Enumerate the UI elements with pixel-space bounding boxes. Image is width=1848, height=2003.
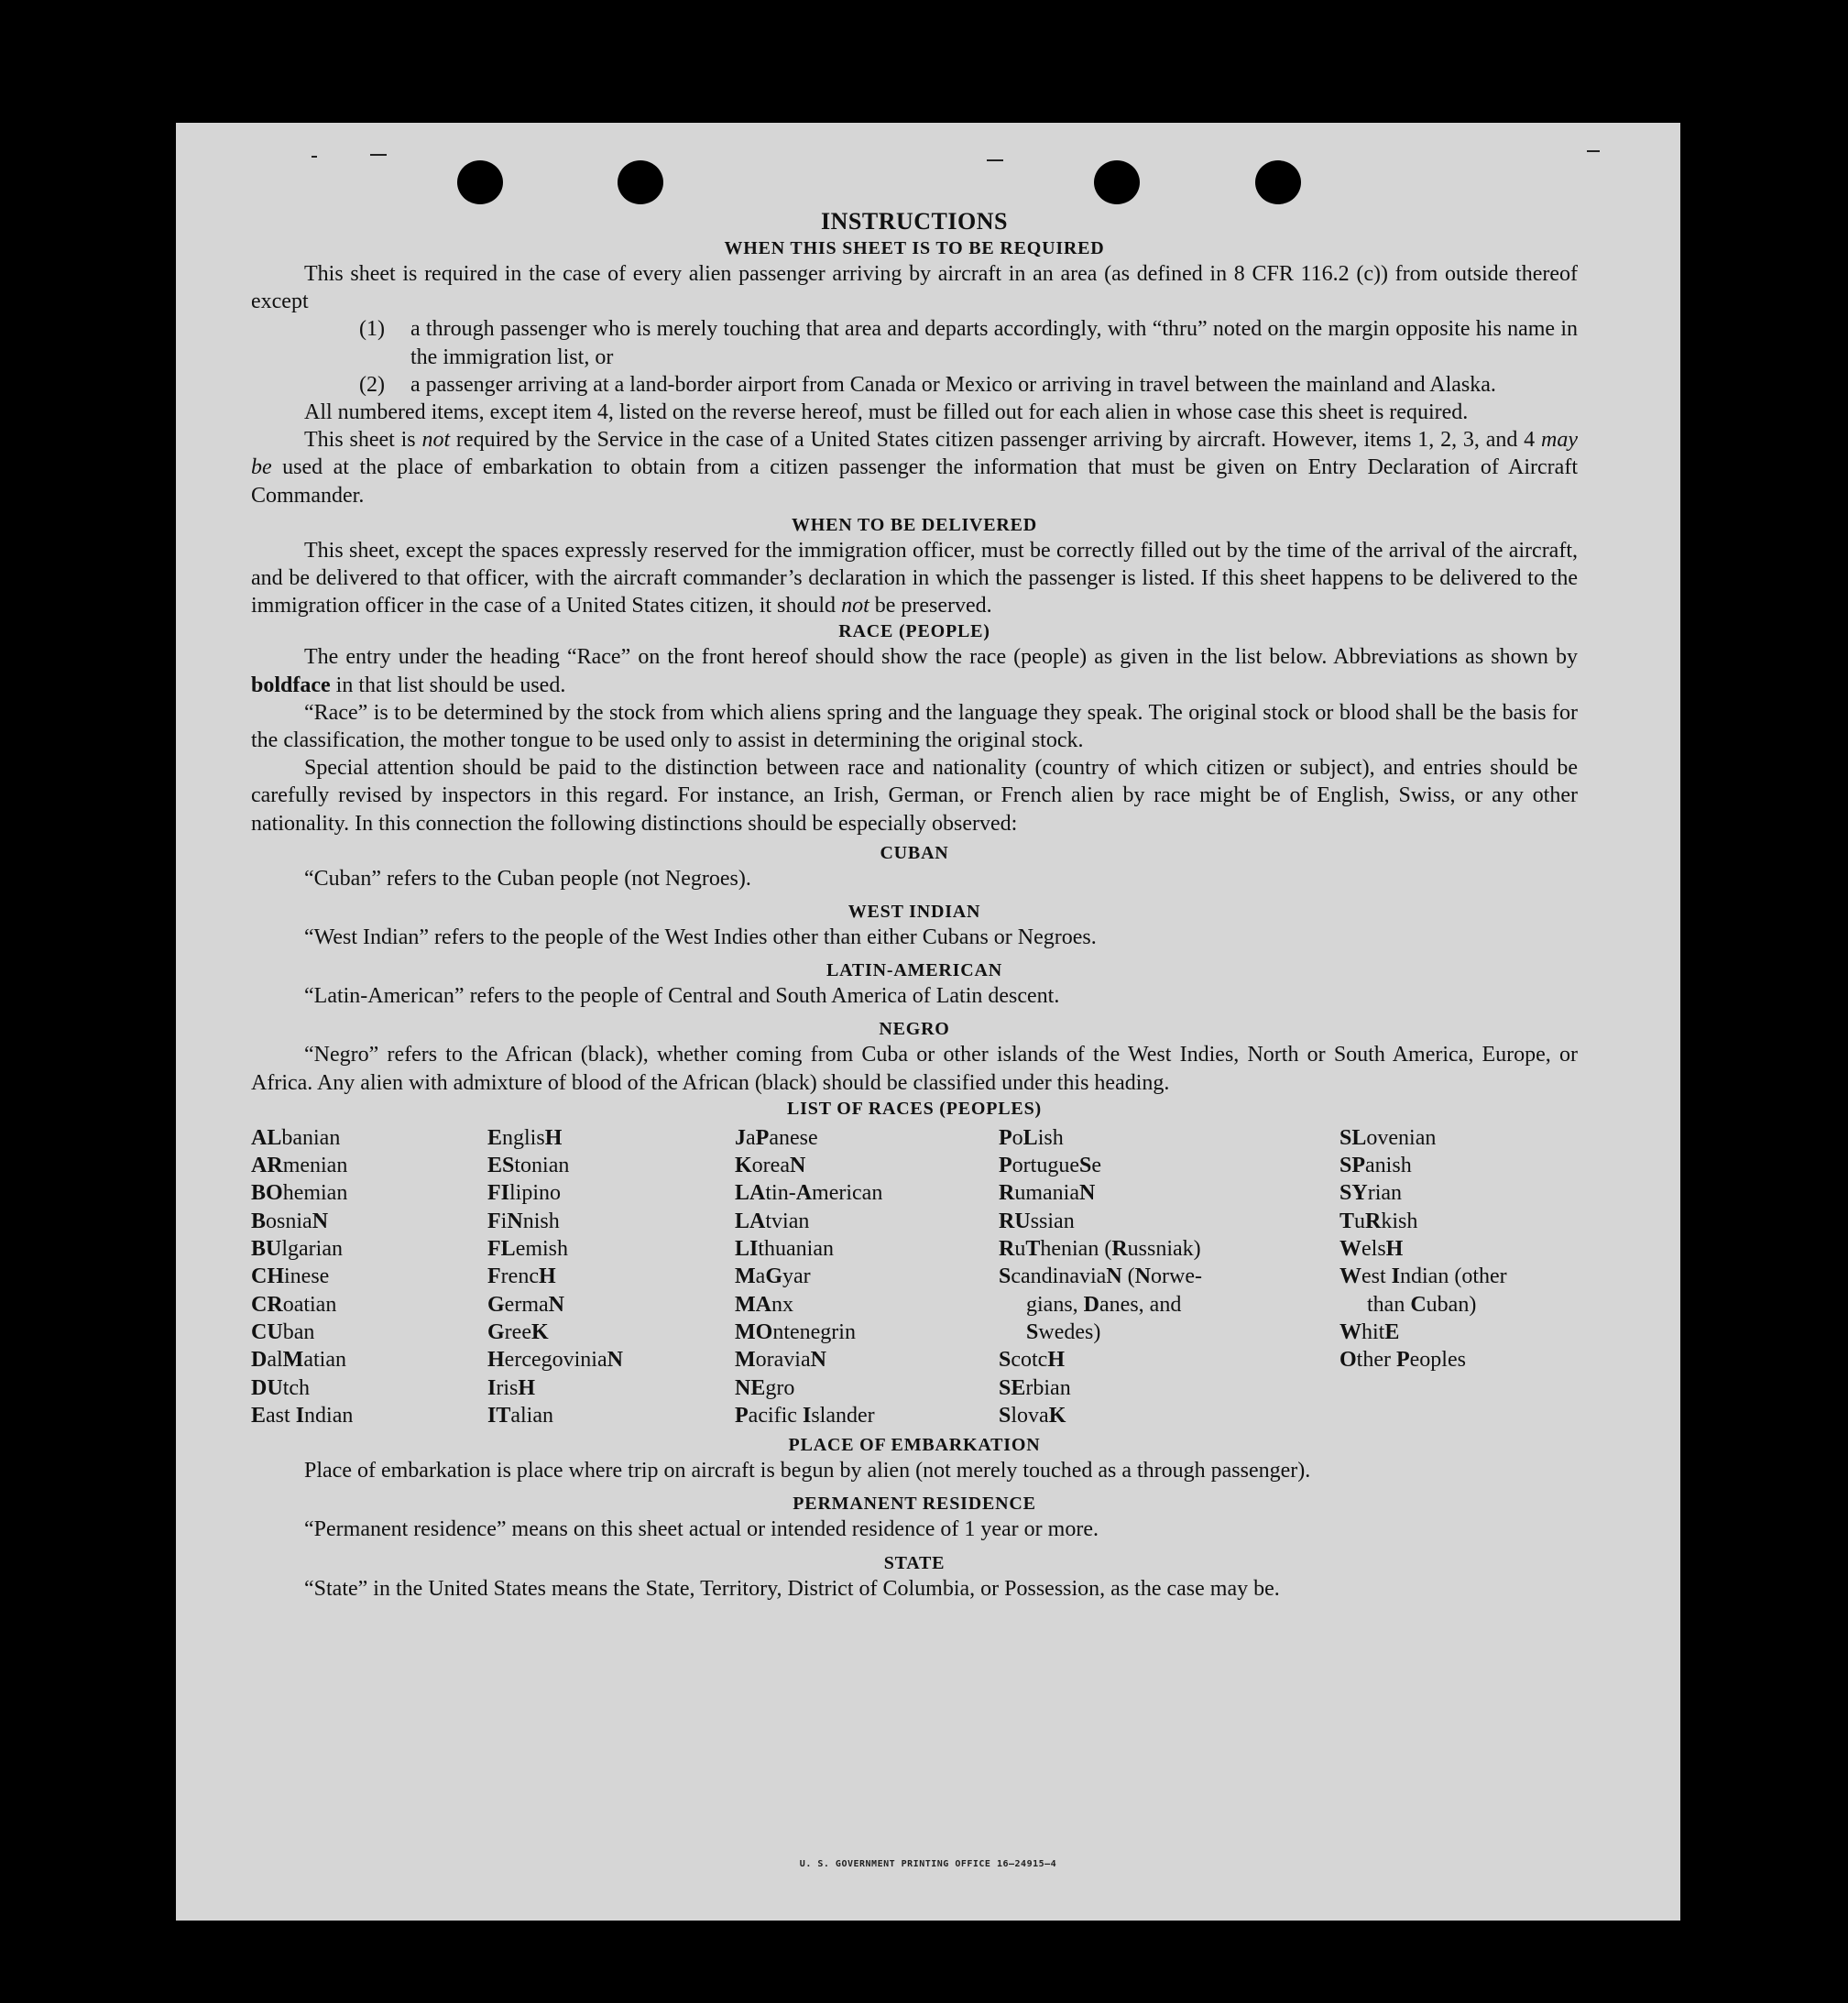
race-entry: GermaN xyxy=(487,1292,564,1317)
ink-speck xyxy=(312,156,317,158)
emphasis-not: not xyxy=(841,594,869,618)
heading-negro: NEGRO xyxy=(879,1019,950,1040)
races-column xyxy=(735,1124,999,1429)
emphasis-not: not xyxy=(421,428,451,453)
item-text: a passenger arriving at a land-border airport from Canada or Mexico or arriving in travel between the mainland and Alaska. xyxy=(410,372,1496,397)
text-run: required by the Service in the case of a United States citizen passenger arriving by aircraft. However, items 1, 2, 3, and 4 xyxy=(450,428,1541,453)
race-entry: DUtch xyxy=(251,1375,311,1400)
race-entry: BosniaN xyxy=(251,1209,329,1233)
heading-list-of-races: LIST OF RACES (PEOPLES) xyxy=(787,1098,1042,1119)
heading-state: STATE xyxy=(883,1552,946,1573)
punch-hole xyxy=(618,160,663,204)
heading-permanent-residence: PERMANENT RESIDENCE xyxy=(793,1494,1036,1515)
residence-text: “Permanent residence” means on this sheet actual or intended residence of 1 year or more. xyxy=(304,1517,1099,1542)
text-run: This sheet is xyxy=(304,428,422,453)
race-entry: MaGyar xyxy=(735,1264,811,1289)
item-number: (2) xyxy=(359,372,385,397)
race-entry: WhitE xyxy=(1340,1319,1400,1344)
heading-race: RACE (PEOPLE) xyxy=(838,621,990,642)
heading-latin-american: LATIN-AMERICAN xyxy=(826,960,1002,981)
punch-hole xyxy=(1094,160,1140,204)
race-entry: East Indian xyxy=(251,1403,354,1428)
race-entry: EStonian xyxy=(487,1154,570,1178)
text-run: This sheet, except the spaces expressly reserved for the immigration officer, must be correctly filled out by the time of the arrival of the aircraft, and be delivered to that officer, with the aircraft commander’s declaration in which the passenger is listed. If this sheet happens to be delivered to the immigration officer in the case of a United States citizen, it should xyxy=(251,538,1578,618)
heading-when-required: WHEN THIS SHEET IS TO BE REQUIRED xyxy=(724,238,1105,258)
printing-office-footer: U. S. GOVERNMENT PRINTING OFFICE 16—24915—4 xyxy=(799,1859,1057,1869)
exception-item xyxy=(251,371,1578,399)
races-list xyxy=(251,1124,1578,1429)
race-entry: SlovaK xyxy=(999,1403,1066,1428)
item-text: a through passenger who is merely touching that area and departs accordingly, with “thru” noted on the margin opposite his name in the immigration list, or xyxy=(410,317,1578,369)
race-entry: GreeK xyxy=(487,1319,549,1344)
race-entry: SLovenian xyxy=(1340,1125,1437,1150)
race-entry: SYrian xyxy=(1340,1181,1403,1206)
item-number: (1) xyxy=(359,317,385,342)
west-indian-text: “West Indian” refers to the people of the West Indies other than either Cubans or Negroes. xyxy=(304,925,1097,950)
text-run: be preserved. xyxy=(869,594,992,618)
state-text: “State” in the United States means the State, Territory, District of Columbia, or Possession, as the case may be. xyxy=(304,1576,1280,1601)
punch-hole xyxy=(1255,160,1301,204)
race-entry: FLemish xyxy=(487,1237,569,1262)
race-entry: JaPanese xyxy=(735,1125,818,1150)
race-entry: MOntenegrin xyxy=(735,1319,856,1344)
race-entry: RUssian xyxy=(999,1209,1075,1233)
race-entry: PortugueSe xyxy=(999,1154,1101,1178)
race-paragraph xyxy=(251,643,1578,698)
ink-speck xyxy=(987,159,1003,161)
page-title: INSTRUCTIONS xyxy=(821,208,1008,235)
ink-speck xyxy=(1587,150,1600,152)
races-column xyxy=(999,1124,1340,1429)
punch-hole xyxy=(457,160,503,204)
race-entry: LIthuanian xyxy=(735,1237,834,1262)
heading-when-delivered: WHEN TO BE DELIVERED xyxy=(791,514,1038,535)
race-entry: ITalian xyxy=(487,1403,553,1428)
negro-text: “Negro” refers to the African (black), whether coming from Cuba or other islands of the West Indies, North or South America, Europe, or Africa. Any alien with admixture of blood of the African (black) should be classified under this heading. xyxy=(251,1043,1578,1095)
race-entry: TuRkish xyxy=(1340,1209,1418,1233)
race-entry: LAtvian xyxy=(735,1209,810,1233)
race-entry: FiNnish xyxy=(487,1209,560,1233)
numbered-items-paragraph: All numbered items, except item 4, listed on the reverse hereof, must be filled out for each alien in whose case this sheet is required. xyxy=(304,400,1469,425)
latin-american-text: “Latin-American” refers to the people of Central and South America of Latin descent. xyxy=(304,984,1060,1009)
race-entry: PoLish xyxy=(999,1125,1064,1150)
race-entry: HercegoviniaN xyxy=(487,1348,623,1373)
race-entry: RumaniaN xyxy=(999,1181,1096,1206)
race-entry-continued: gians, Danes, and xyxy=(1026,1292,1182,1317)
heading-place-of-embarkation: PLACE OF EMBARKATION xyxy=(788,1435,1041,1456)
heading-west-indian: WEST INDIAN xyxy=(847,902,981,923)
race-entry: ARmenian xyxy=(251,1154,348,1178)
race-entry: MAnx xyxy=(735,1292,793,1317)
race-entry: RuThenian (Russniak) xyxy=(999,1237,1201,1262)
race-entry: ScotcH xyxy=(999,1348,1066,1373)
text-run: in that list should be used. xyxy=(330,673,566,697)
instructions-content xyxy=(251,207,1578,1603)
race-entry: BOhemian xyxy=(251,1181,348,1206)
race-nationality-paragraph: Special attention should be paid to the distinction between race and nationality (country of which citizen or subject), and entries should be carefully revised by inspectors in this regard. For instance, an Irish, German, or French alien by race might be of English, Swiss, or any other nationality. In this connection the following distinctions should be especially observed: xyxy=(251,756,1578,836)
race-entry-continued: than Cuban) xyxy=(1367,1292,1477,1317)
races-column xyxy=(487,1124,735,1429)
embarkation-text: Place of embarkation is place where trip on aircraft is begun by alien (not merely touched as a through passenger). xyxy=(304,1459,1311,1483)
race-entry: EnglisH xyxy=(487,1125,563,1150)
race-entry: IrisH xyxy=(487,1375,536,1400)
race-entry: BUlgarian xyxy=(251,1237,343,1262)
race-entry: SErbian xyxy=(999,1375,1071,1400)
race-definition-paragraph: “Race” is to be determined by the stock from which aliens spring and the language they speak. The original stock or blood shall be the basis for the classification, the mother tongue to be used only to assist in determining the original stock. xyxy=(251,700,1578,753)
form-sheet xyxy=(176,123,1680,1921)
race-entry: MoraviaN xyxy=(735,1348,826,1373)
race-entry: DalMatian xyxy=(251,1348,346,1373)
race-entry: ScandinaviaN (Norwe- xyxy=(999,1264,1202,1289)
race-entry: CRoatian xyxy=(251,1292,337,1317)
required-paragraph: This sheet is required in the case of every alien passenger arriving by aircraft in an area (as defined in 8 CFR 116.2 (c)) from outside thereof except xyxy=(251,262,1578,314)
emphasis-may-be: may be xyxy=(251,428,1578,480)
delivery-paragraph xyxy=(251,537,1578,620)
text-run: used at the place of embarkation to obtain from a citizen passenger the information that must be given on Entry Declaration of Aircraft Commander. xyxy=(251,455,1578,508)
races-column xyxy=(251,1124,487,1429)
races-column xyxy=(1340,1124,1578,1429)
race-entry: West Indian (other xyxy=(1340,1264,1507,1289)
race-entry: KoreaN xyxy=(735,1154,806,1178)
race-entry: CUban xyxy=(251,1319,315,1344)
race-entry: FIlipino xyxy=(487,1181,562,1206)
race-entry: WelsH xyxy=(1340,1237,1404,1262)
race-entry: FrencH xyxy=(487,1264,556,1289)
race-entry-continued: Swedes) xyxy=(1026,1319,1101,1344)
race-entry: NEgro xyxy=(735,1375,795,1400)
race-entry: ALbanian xyxy=(251,1125,341,1150)
emphasis-boldface: boldface xyxy=(251,673,331,697)
exception-item xyxy=(251,315,1578,370)
race-entry: SPanish xyxy=(1340,1154,1412,1178)
race-entry: Pacific Islander xyxy=(735,1403,875,1428)
heading-cuban: CUBAN xyxy=(880,842,949,863)
cuban-text: “Cuban” refers to the Cuban people (not Negroes). xyxy=(304,866,751,891)
ink-speck xyxy=(370,154,387,156)
race-entry: LAtin-American xyxy=(735,1181,883,1206)
text-run: The entry under the heading “Race” on the front hereof should show the race (people) as given in the list below. Abbreviations as shown by xyxy=(304,645,1578,670)
race-entry: Other Peoples xyxy=(1340,1348,1466,1373)
citizen-paragraph xyxy=(251,426,1578,509)
race-entry: CHinese xyxy=(251,1264,330,1289)
